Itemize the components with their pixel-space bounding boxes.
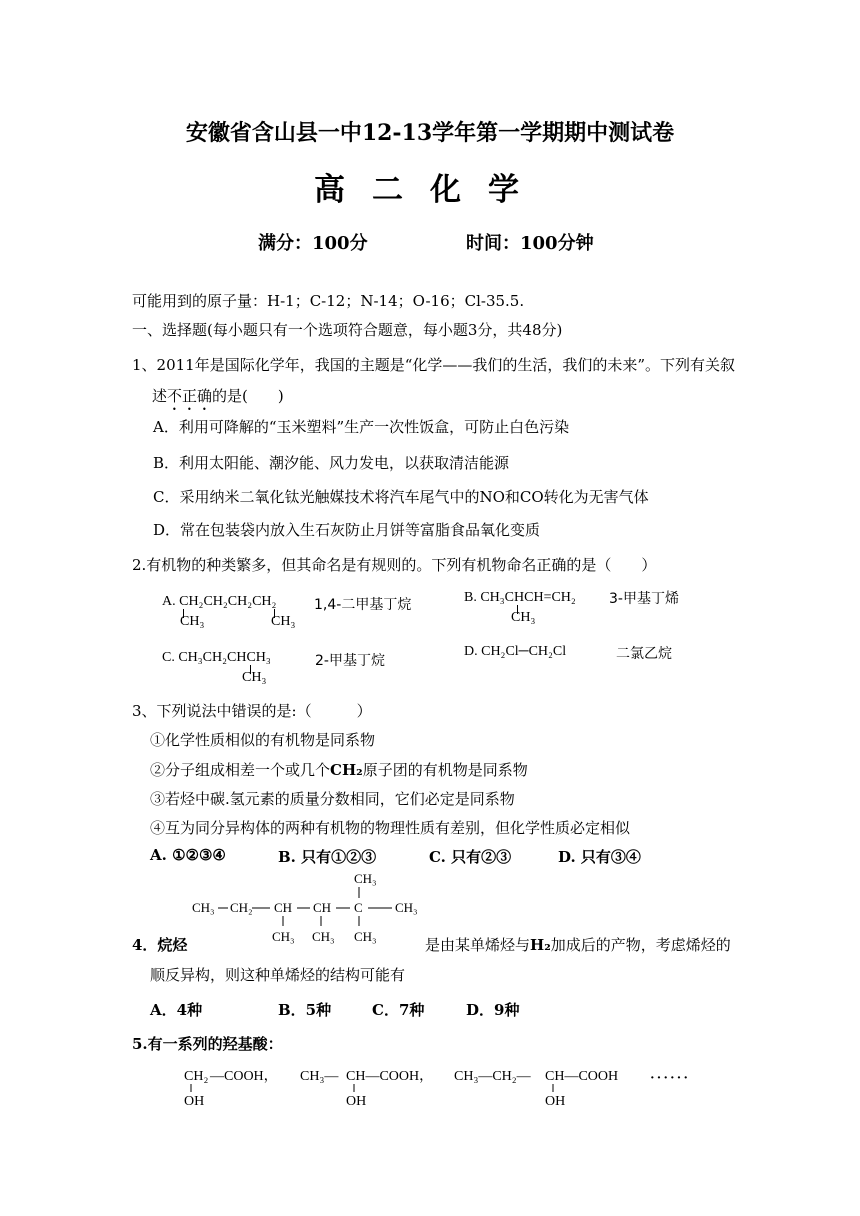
q1-stem-line1: 1、2011年是国际化学年，我国的主题是“化学——我们的生活，我们的未来”。下列有关叙 <box>132 356 736 374</box>
q2-option-a-sub1: CH₃ <box>180 614 205 629</box>
atomic-masses: 可能用到的原子量：H-1；C-12；N-14；O-16；Cl-35.5. <box>132 292 525 310</box>
q2-option-b-formula: B. CH₃CHCH=CH₂ <box>464 590 576 605</box>
q5-stem: 5.有一系列的羟基酸： <box>132 1035 283 1053</box>
q1-stem-line2 <box>152 385 284 414</box>
q3-statement-4: ④互为同分异构体的两种有机物的物理性质有差别，但化学性质必定相似 <box>150 819 631 837</box>
q4-option-b: B．5种 <box>278 1001 332 1019</box>
q3-option-b: B. 只有①②③ <box>278 848 377 866</box>
q5-s3-oh: OH <box>545 1094 566 1109</box>
q5-s2-ch3: CH₃— <box>300 1069 339 1084</box>
q3-statement-2 <box>150 759 528 780</box>
q5-s3-chain: CH₃—CH₂— <box>454 1069 531 1084</box>
q2-option-a-name: 1,4-二甲基丁烷 <box>314 597 412 613</box>
q2-option-c-formula: C. CH₃CH₂CHCH₃ <box>162 650 271 665</box>
subject-title: 高二化学 <box>314 172 546 208</box>
q4-chain-ch2: CH₂ <box>230 900 253 915</box>
q3-option-a: A. ①②③④ <box>150 846 226 864</box>
q2-stem: 2.有机物的种类繁多，但其命名是有规则的。下列有机物命名正确的是（ ） <box>132 556 657 574</box>
q3-statement-3: ③若烃中碳.氢元素的质量分数相同，它们必定是同系物 <box>150 790 515 808</box>
q5-s2-cooh: CH—COOH， <box>346 1069 434 1084</box>
q3-statement-1: ①化学性质相似的有机物是同系物 <box>150 731 376 749</box>
q4-stem-text: 是由某单烯烃与 <box>425 936 531 954</box>
q4-option-d: D．9种 <box>466 1001 520 1019</box>
q1-stem-text: 述 <box>152 387 168 405</box>
q1-option-b: B．利用太阳能、潮汐能、风力发电，以获取清洁能源 <box>153 454 510 472</box>
q4-chain-ch3-left: CH₃ <box>192 900 215 915</box>
q3-s2-text-end: 原子团的有机物是同系物 <box>362 761 528 779</box>
q2-option-b-name: 3-甲基丁烯 <box>609 591 679 607</box>
q4-bottom-sub-1: CH₃ <box>272 929 295 944</box>
q5-s3-cooh: CH—COOH <box>545 1069 619 1084</box>
q5-s1-oh: OH <box>184 1094 205 1109</box>
q4-chain-ch-1: CH <box>274 900 293 915</box>
q2-option-d-formula: D. CH₂Cl─CH₂Cl <box>464 644 567 659</box>
section-1-heading: 一、选择题(每小题只有一个选项符合题意，每小题3分，共48分) <box>132 321 563 339</box>
q4-stem-line2: 顺反异构，则这种单烯烃的结构可能有 <box>150 966 406 984</box>
q2-option-d-name: 二氯乙烷 <box>616 646 672 662</box>
q1-emphasis-text: 不正确 <box>167 387 213 405</box>
q4-option-a: A．4种 <box>150 1001 203 1019</box>
q3-option-c: C. 只有②③ <box>429 848 512 866</box>
q5-s1-ch2: CH₂ <box>184 1069 209 1084</box>
q2-option-c-name: 2-甲基丁烷 <box>315 653 385 669</box>
q3-stem: 3、下列说法中错误的是:（ ） <box>132 702 372 720</box>
q2-option-a-formula: A. CH₂CH₂CH₂CH₂ <box>162 594 277 609</box>
q1-option-d: D．常在包装袋内放入生石灰防止月饼等富脂食品氧化变质 <box>153 521 541 539</box>
q5-s1-cooh: —COOH， <box>210 1069 278 1084</box>
exam-time: 时间：100分钟 <box>466 233 594 254</box>
q2-option-c-sub: CH₃ <box>242 670 267 685</box>
q1-stem-text-end: 的是( ) <box>212 387 284 405</box>
q4-top-sub: CH₃ <box>354 871 377 886</box>
q4-stem-after <box>425 934 731 955</box>
full-score: 满分：100分 <box>258 233 368 254</box>
q3-s2-text: ②分子组成相差一个或几个 <box>150 761 331 779</box>
q4-chain-ch3-right: CH₃ <box>395 900 418 915</box>
q4-stem-text-end: 加成后的产物，考虑烯烃的 <box>550 936 731 954</box>
q2-option-a-sub2: CH₃ <box>271 614 296 629</box>
q2-option-b-sub: CH₃ <box>511 610 536 625</box>
q5-hydroxy-acid-series <box>180 1060 760 1110</box>
q4-chain-c: C <box>354 900 363 915</box>
q4-alkane-structure <box>188 866 428 950</box>
q4-bottom-sub-3: CH₃ <box>354 929 377 944</box>
q4-label: 4．烷烃 <box>132 936 188 954</box>
q1-option-a: A．利用可降解的“玉米塑料”生产一次性饭盒，可防止白色污染 <box>153 418 570 436</box>
q3-option-d: D. 只有③④ <box>558 848 641 866</box>
q1-option-c: C．采用纳米二氧化钛光触媒技术将汽车尾气中的NO和CO转化为无害气体 <box>153 488 649 506</box>
q4-h2-formula: H₂ <box>530 936 551 954</box>
q5-s2-oh: OH <box>346 1094 367 1109</box>
q5-ellipsis: ······ <box>650 1071 691 1086</box>
exam-title: 安徽省含山县一中12-13学年第一学期期中测试卷 <box>185 120 675 146</box>
q3-s2-formula: CH₂ <box>330 761 363 779</box>
q4-option-c: C．7种 <box>372 1001 425 1019</box>
q4-bottom-sub-2: CH₃ <box>312 929 335 944</box>
q4-chain-ch-2: CH <box>313 900 332 915</box>
